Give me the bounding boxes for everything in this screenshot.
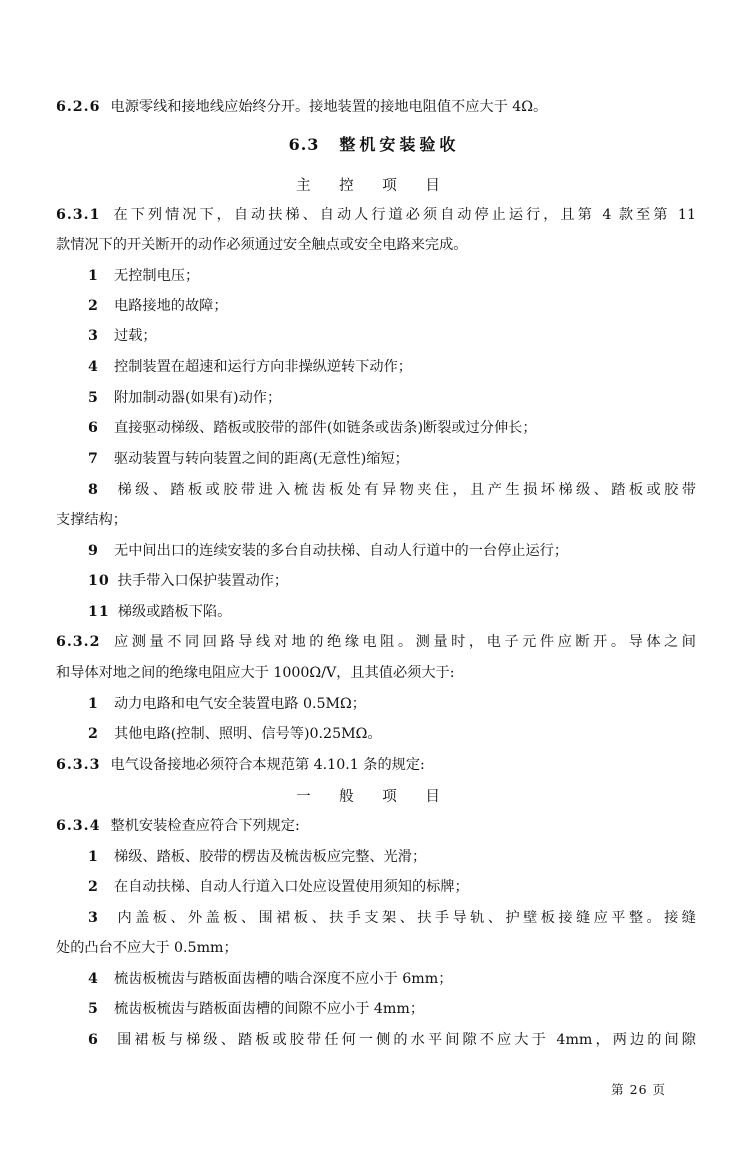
list-item	[88, 999, 696, 1019]
page-number: 第 26 页	[611, 1082, 666, 1097]
item-text: 梳齿板梳齿与踏板面齿槽的啮合深度不应小于 6mm；	[114, 971, 453, 987]
clause-6-3-2-line1	[56, 632, 696, 652]
item-number: 10	[88, 573, 110, 589]
heading-general-items: 一 般 项 目	[296, 789, 452, 805]
clause-text: 应测量不同回路导线对地的绝缘电阻。测量时，电子元件应断开。导体之间	[110, 634, 696, 650]
clause-text: 电气设备接地必须符合本规范第 4.10.1 条的规定:	[110, 757, 425, 773]
clause-number: 6.3.3	[56, 757, 101, 773]
list-item	[88, 266, 696, 286]
clause-number: 6.3.4	[56, 818, 101, 834]
section-title-text: 整机安装验收	[339, 135, 460, 154]
clause-text: 整机安装检查应符合下列规定:	[110, 818, 300, 834]
list-item	[88, 694, 696, 714]
list-item	[88, 571, 696, 591]
item-number: 1	[88, 696, 99, 712]
list-item	[88, 418, 696, 438]
clause-text: 在下列情况下，自动扶梯、自动人行道必须自动停止运行，且第 4 款至第 11	[110, 207, 696, 223]
item-number: 2	[88, 879, 99, 895]
item-number: 5	[88, 1001, 99, 1017]
clause-number: 6.3.1	[56, 207, 101, 223]
list-item	[88, 357, 696, 377]
list-item	[88, 602, 696, 622]
clause-6-2-6	[56, 97, 696, 117]
item-number: 9	[88, 543, 99, 559]
item-number: 4	[88, 971, 99, 987]
item-number: 3	[88, 328, 99, 344]
clause-6-3-1-line1	[56, 205, 696, 225]
item-number: 1	[88, 849, 99, 865]
clause-number: 6.2.6	[56, 99, 101, 115]
list-item	[88, 724, 696, 744]
item-text: 围裙板与梯级、踏板或胶带任何一侧的水平间隙不应大于 4mm，两边的间隙	[114, 1032, 696, 1048]
list-item-continuation: 支撑结构；	[56, 512, 127, 528]
item-number: 6	[88, 420, 99, 436]
list-item-continuation: 处的凸台不应大于 0.5mm；	[56, 940, 238, 956]
list-item	[88, 1030, 696, 1050]
item-text: 在自动扶梯、自动人行道入口处应设置使用须知的标牌；	[114, 879, 469, 895]
item-text: 直接驱动梯级、踏板或胶带的部件(如链条或齿条)断裂或过分伸长；	[114, 420, 537, 436]
clause-6-3-4	[56, 816, 696, 836]
item-number: 2	[88, 726, 99, 742]
list-item	[88, 296, 696, 316]
item-text: 梯级、踏板、胶带的楞齿及梳齿板应完整、光滑；	[114, 849, 427, 865]
item-number: 6	[88, 1032, 99, 1048]
item-text: 驱动装置与转向装置之间的距离(无意性)缩短；	[114, 451, 409, 467]
item-text: 扶手带入口保护装置动作；	[117, 573, 289, 589]
list-item	[88, 541, 696, 561]
item-number: 11	[88, 604, 110, 620]
item-text: 无中间出口的连续安装的多台自动扶梯、自动人行道中的一台停止运行；	[114, 543, 569, 559]
item-number: 4	[88, 359, 99, 375]
list-item	[88, 847, 696, 867]
list-item	[88, 388, 696, 408]
item-number: 1	[88, 268, 99, 284]
item-text: 附加制动器(如果有)动作；	[114, 390, 282, 406]
item-text: 无控制电压；	[114, 268, 200, 284]
item-text: 梯级或踏板下陷。	[117, 604, 232, 620]
clause-6-3-2-line2: 和导体对地之间的绝缘电阻应大于 1000Ω/V，且其值必须大于:	[56, 665, 455, 681]
item-number: 3	[88, 910, 99, 926]
item-text: 控制装置在超速和运行方向非操纵逆转下动作；	[114, 359, 412, 375]
item-text: 电路接地的故障；	[114, 298, 228, 314]
list-item	[88, 480, 696, 500]
list-item	[88, 877, 696, 897]
list-item	[88, 908, 696, 928]
heading-main-control-items: 主 控 项 目	[296, 178, 452, 194]
section-number: 6.3	[288, 135, 320, 154]
item-text: 内盖板、外盖板、围裙板、扶手支架、扶手导轨、护壁板接缝应平整。接缝	[114, 910, 696, 926]
clause-6-3-3	[56, 755, 696, 775]
item-text: 动力电路和电气安全装置电路 0.5MΩ；	[114, 696, 366, 712]
list-item	[88, 326, 696, 346]
list-item	[88, 969, 696, 989]
clause-text: 电源零线和接地线应始终分开。接地装置的接地电阻值不应大于 4Ω。	[110, 99, 548, 115]
clause-6-3-1-line2: 款情况下的开关断开的动作必须通过安全触点或安全电路来完成。	[56, 237, 468, 253]
list-item	[88, 449, 696, 469]
item-text: 梯级、踏板或胶带进入梳齿板处有异物夹住，且产生损坏梯级、踏板或胶带	[114, 482, 696, 498]
clause-number: 6.3.2	[56, 634, 101, 650]
item-text: 过载；	[114, 328, 157, 344]
item-number: 8	[88, 482, 99, 498]
item-number: 2	[88, 298, 99, 314]
item-text: 梳齿板梳齿与踏板面齿槽的间隙不应小于 4mm；	[114, 1001, 425, 1017]
item-text: 其他电路(控制、照明、信号等)0.25MΩ。	[114, 726, 382, 742]
item-number: 7	[88, 451, 99, 467]
item-number: 5	[88, 390, 99, 406]
section-title	[0, 132, 748, 155]
